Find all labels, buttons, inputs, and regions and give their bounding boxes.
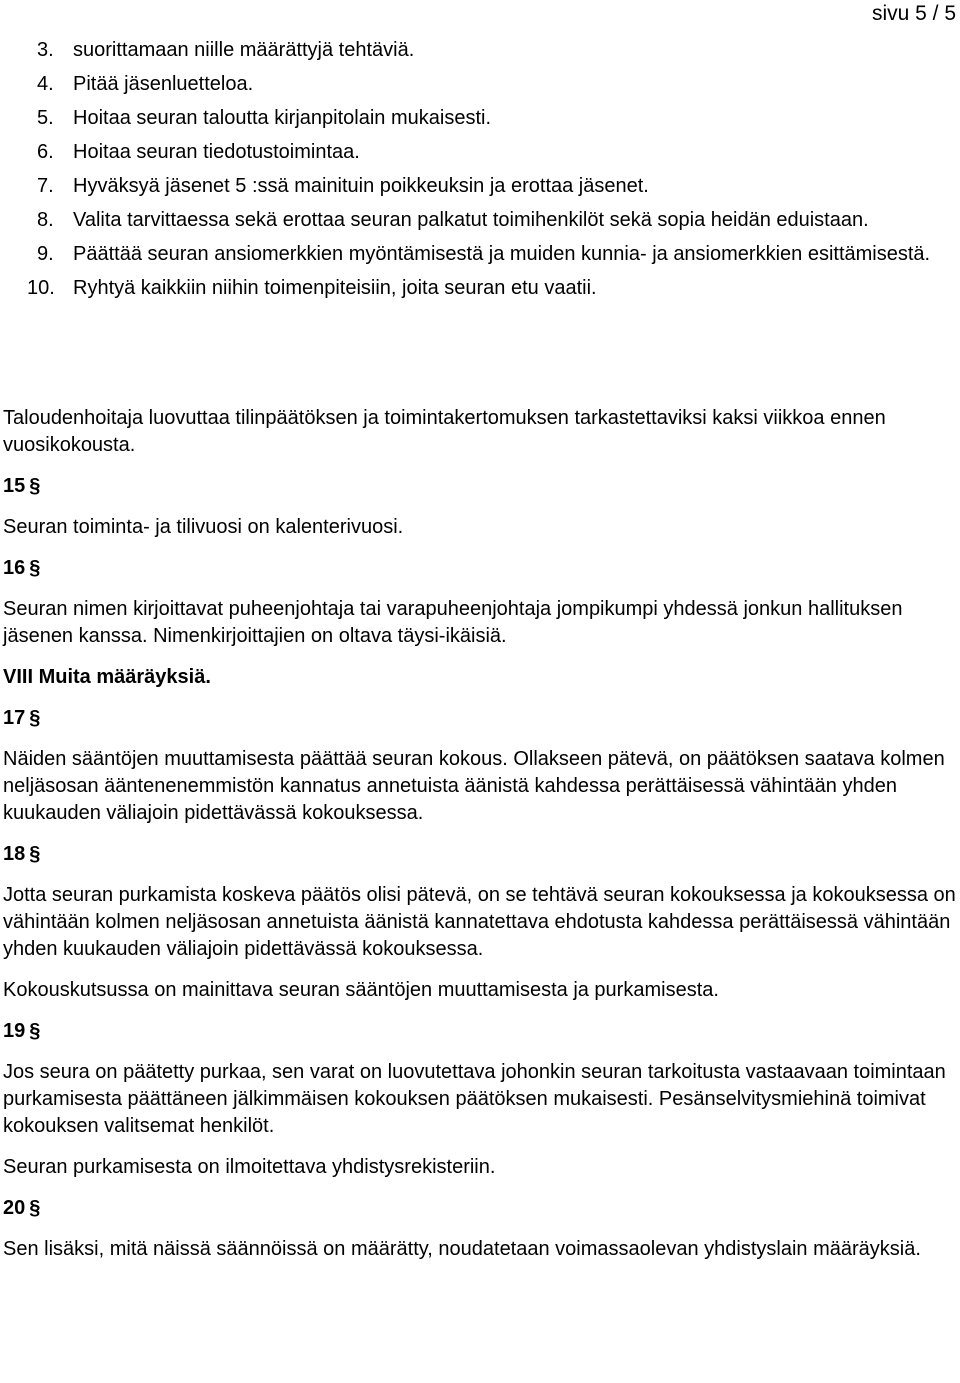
section-19-text-2: Seuran purkamisesta on ilmoitettava yhdistysrekisteriin. xyxy=(3,1156,496,1178)
section-19-text: Jos seura on päätetty purkaa, sen varat on luovutettava johonkin seuran tarkoitusta vastaavaan toimintaan purkamisesta päättäneen jälkimmäisen kokouksen päätöksen mukaisesti. Pesänselvitysmiehinä toimivat kokouksen valitsemat henkilöt. xyxy=(3,1061,946,1137)
chapter-heading: VIII Muita määräyksiä. xyxy=(3,666,211,688)
list-item xyxy=(0,173,960,200)
list-item xyxy=(0,139,960,166)
section-17-heading xyxy=(3,705,958,732)
section-18-text-2: Kokouskutsussa on mainittava seuran sääntöjen muuttamisesta ja purkamisesta. xyxy=(3,979,719,1001)
list-item-text: Hyväksyä jäsenet 5 :ssä mainituin poikkeuksin ja erottaa jäsenet. xyxy=(73,175,649,197)
section-number: 16 xyxy=(3,557,26,579)
section-sign: § xyxy=(29,707,41,729)
section-number: 17 xyxy=(3,707,26,729)
list-item-number: 8. xyxy=(37,209,54,231)
section-17-text: Näiden sääntöjen muuttamisesta päättää seuran kokous. Ollakseen pätevä, on päätöksen saatava kolmen neljäsosan ääntenenemmistön kannatus annetuista äänistä kahdessa perättäisessä vähintään yhden kuukauden väliajoin pidettävässä kokouksessa. xyxy=(3,748,945,824)
board-duties-list xyxy=(0,37,960,309)
section-20-heading xyxy=(3,1195,958,1222)
section-sign: § xyxy=(29,1197,41,1219)
list-item-text: Valita tarvittaessa sekä erottaa seuran palkatut toimihenkilöt sekä sopia heidän eduistaan. xyxy=(73,209,869,231)
section-16-heading xyxy=(3,555,958,582)
section-18-heading xyxy=(3,841,958,868)
list-item-number: 6. xyxy=(37,141,54,163)
list-item-number: 10. xyxy=(27,277,55,299)
section-sign: § xyxy=(29,843,41,865)
section-15-text: Seuran toiminta- ja tilivuosi on kalenterivuosi. xyxy=(3,516,404,538)
list-item-text: Ryhtyä kaikkiin niihin toimenpiteisiin, joita seuran etu vaatii. xyxy=(73,277,597,299)
list-item-text: Pitää jäsenluetteloa. xyxy=(73,73,254,95)
list-item-number: 5. xyxy=(37,107,54,129)
list-item-text: suorittamaan niille määrättyjä tehtäviä. xyxy=(73,39,415,61)
list-item xyxy=(0,241,960,268)
section-sign: § xyxy=(29,557,41,579)
section-20-text: Sen lisäksi, mitä näissä säännöissä on määrätty, noudatetaan voimassaolevan yhdistyslain määräyksiä. xyxy=(3,1238,921,1260)
section-18-text: Jotta seuran purkamista koskeva päätös olisi pätevä, on se tehtävä seuran kokouksessa ja kokouksessa on vähintään kolmen neljäsosan annetuista äänistä kannatettava ehdotusta kahdessa perättäisessä vähintään yhden kuukauden väliajoin pidettävässä kokouksessa. xyxy=(3,884,956,960)
list-item xyxy=(0,105,960,132)
list-item-number: 4. xyxy=(37,73,54,95)
section-number: 15 xyxy=(3,475,26,497)
list-item xyxy=(0,37,960,64)
page-number: sivu 5 / 5 xyxy=(871,2,956,25)
section-sign: § xyxy=(29,475,41,497)
section-16-text: Seuran nimen kirjoittavat puheenjohtaja tai varapuheenjohtaja jompikumpi yhdessä jonkun hallituksen jäsenen kanssa. Nimenkirjoittajien on oltava täysi-ikäisiä. xyxy=(3,598,903,647)
list-item xyxy=(0,207,960,234)
list-item-number: 3. xyxy=(37,39,54,61)
section-number: 20 xyxy=(3,1197,26,1219)
list-item xyxy=(0,275,960,302)
section-number: 19 xyxy=(3,1020,26,1042)
treasurer-paragraph: Taloudenhoitaja luovuttaa tilinpäätöksen ja toimintakertomuksen tarkastettaviksi kaksi viikkoa ennen vuosikokousta. xyxy=(3,407,886,456)
section-number: 18 xyxy=(3,843,26,865)
section-15-heading xyxy=(3,473,958,500)
list-item-text: Päättää seuran ansiomerkkien myöntämisestä ja muiden kunnia- ja ansiomerkkien esittämisestä. xyxy=(73,243,931,265)
list-item-number: 9. xyxy=(37,243,54,265)
list-item xyxy=(0,71,960,98)
list-item-text: Hoitaa seuran tiedotustoimintaa. xyxy=(73,141,360,163)
list-item-number: 7. xyxy=(37,175,54,197)
document-body xyxy=(3,405,958,1277)
section-sign: § xyxy=(29,1020,41,1042)
section-19-heading xyxy=(3,1018,958,1045)
list-item-text: Hoitaa seuran taloutta kirjanpitolain mukaisesti. xyxy=(73,107,491,129)
